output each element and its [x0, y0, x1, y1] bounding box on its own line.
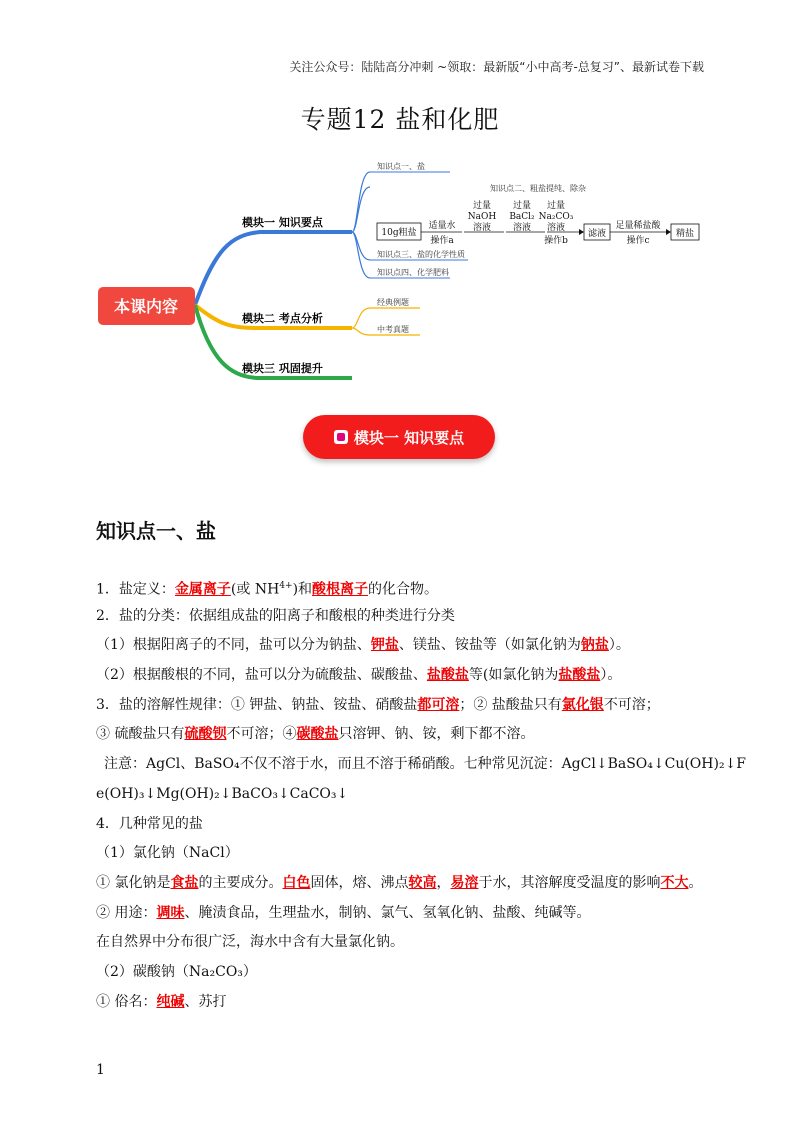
knowledge-point-2: 知识点二、粗盐提纯、除杂 [490, 184, 586, 193]
svg-text:足量稀盐酸: 足量稀盐酸 [615, 221, 661, 231]
svg-text:适量水: 适量水 [428, 221, 456, 231]
note-line: e(OH)₃↓Mg(OH)₂↓BaCO₃↓CaCO₃↓ [96, 785, 349, 802]
svg-text:操作c: 操作c [626, 236, 650, 246]
mind-map [90, 150, 710, 390]
content-line: ③ 硫酸盐只有硫酸钡不可溶；④碳酸盐只溶钾、钠、铵，剩下都不溶。 [96, 726, 535, 743]
svg-text:过量: 过量 [512, 201, 532, 211]
svg-text:溶液: 溶液 [512, 223, 532, 233]
content-line: ① 俗名：纯碱、苏打 [96, 993, 227, 1010]
svg-text:过量: 过量 [546, 201, 566, 211]
svg-text:操作b: 操作b [544, 236, 568, 246]
branch-1-label: 模块一 知识要点 [242, 216, 323, 229]
example-label: 经典例题 [377, 298, 409, 307]
svg-text:BaCl₂: BaCl₂ [509, 212, 535, 222]
flow-end: 精盐 [675, 229, 695, 239]
knowledge-point-4: 知识点四、化学肥料 [377, 268, 449, 277]
flow-filtrate: 滤液 [587, 229, 607, 239]
knowledge-point-1: 知识点一、盐 [377, 162, 425, 171]
svg-text:过量: 过量 [472, 201, 492, 211]
svg-text:操作a: 操作a [430, 236, 454, 246]
svg-text:NaOH: NaOH [467, 212, 497, 222]
content-line: 3．盐的溶解性规律：① 钾盐、钠盐、铵盐、硝酸盐都可溶；② 盐酸盐只有氯化银不可溶； [96, 696, 660, 713]
svg-text:溶液: 溶液 [472, 223, 492, 233]
content-line: 1．盐定义：金属离子(或 $NH^{4+}$)和酸根离子的化合物。 [96, 581, 439, 598]
page-title: 专题12 盐和化肥 [300, 105, 500, 134]
content-line: ① 氯化钠是食盐的主要成分。白色固体，熔、沸点较高，易溶于水，其溶解度受温度的影响不大。 [96, 874, 703, 891]
module-banner [303, 415, 495, 459]
branch-2-label: 模块二 考点分析 [242, 312, 323, 325]
content-line: 4．几种常见的盐 [96, 815, 203, 832]
content-line: （2）根据酸根的不同，盐可以分为硫酸盐、碳酸盐、盐酸盐等(如氯化钠为盐酸盐）。 [96, 667, 622, 684]
note-line: 注意：AgCl、BaSO₄不仅不溶于水，而且不溶于稀硝酸。七种常见沉淀：AgCl↓BaSO₄↓Cu(OH)₂↓F [104, 756, 747, 773]
content-line: 在自然界中分布很广泛，海水中含有大量氯化钠。 [96, 934, 404, 951]
exam-label: 中考真题 [377, 325, 409, 334]
page-number: 1 [96, 1062, 105, 1078]
flow-start: 10g粗盐 [381, 228, 417, 238]
content-line: （1）根据阳离子的不同，盐可以分为钠盐、钾盐、镁盐、铵盐等（如氯化钠为钠盐）。 [96, 637, 630, 654]
center-node-label: 本课内容 [113, 297, 179, 316]
content-line: 2．盐的分类：依据组成盐的阳离子和酸根的种类进行分类 [96, 607, 455, 624]
module-icon [334, 430, 348, 444]
svg-text:Na₂CO₃: Na₂CO₃ [538, 212, 574, 222]
content-line: （1）氯化钠（NaCl） [96, 845, 239, 862]
module-banner-label: 模块一 知识要点 [353, 428, 465, 447]
purification-flowchart [377, 199, 699, 246]
content-body [96, 572, 747, 1017]
knowledge-point-3: 知识点三、盐的化学性质 [377, 250, 465, 259]
svg-text:溶液: 溶液 [546, 223, 566, 233]
page-header: 关注公众号：陆陆高分冲刺 ~领取：最新版“小中高考-总复习”、最新试卷下载 [289, 60, 704, 74]
section-title: 知识点一、盐 [96, 519, 216, 543]
branch-line-1 [195, 232, 352, 305]
branch-3-label: 模块三 巩固提升 [242, 362, 323, 375]
content-line: ② 用途：调味、腌渍食品，生理盐水，制钠、氯气、氢氧化钠、盐酸、纯碱等。 [96, 904, 591, 921]
content-line: （2）碳酸钠（Na₂CO₃） [96, 963, 257, 980]
